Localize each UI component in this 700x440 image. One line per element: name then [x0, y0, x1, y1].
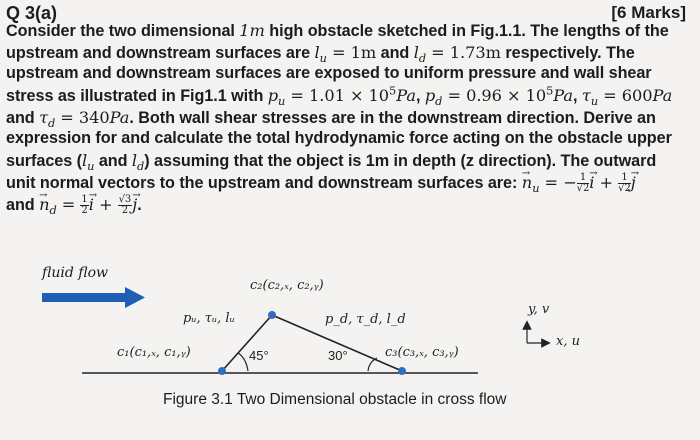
- point-c3: [398, 367, 406, 375]
- text-line-6: expression for and calculate the total hydrodynamic force acting on the obstacle upper: [6, 129, 672, 148]
- text-line-3: upstream and downstream surfaces are exposed to uniform pressure and wall shear: [6, 64, 652, 83]
- obstacle-figure: [0, 240, 700, 440]
- marks-label: [6 Marks]: [611, 3, 686, 22]
- point-c2: [268, 311, 276, 319]
- downstream-label: p_d, τ_d, l_d: [325, 312, 406, 327]
- text-line-1: Consider the two dimensional 1m high obstacle sketched in Fig.1.1. The lengths of the: [6, 21, 669, 40]
- text-line-4: stress as illustrated in Fig1.1 with $p_u = 1.01 \times 10^5Pa$, $p_d = 0.96 \times 10^5Pa$, $\tau_u = 600Pa$: [6, 83, 673, 109]
- question-text: [6, 20, 690, 215]
- fluid-flow-label: fluid flow: [42, 265, 108, 281]
- question-number: Q 3(a): [6, 3, 58, 23]
- point-c3-label: c₃(c₃,ₓ, c₃,ᵧ): [385, 345, 459, 360]
- upstream-label: pᵤ, τᵤ, lᵤ: [183, 311, 235, 326]
- text-line-5: and $\tau_d = 340Pa$. Both wall shear stresses are in the downstream direction. Derive an: [6, 107, 656, 130]
- flow-arrow-body: [42, 293, 127, 302]
- point-c1-label: c₁(c₁,ₓ, c₁,ᵧ): [117, 345, 191, 360]
- angle-right-label: 30°: [328, 348, 348, 363]
- x-axis-label: x, u: [556, 334, 580, 349]
- figure-caption: Figure 3.1 Two Dimensional obstacle in cross flow: [163, 391, 507, 408]
- y-axis-label: y, v: [528, 302, 550, 317]
- flow-arrow-head: [125, 287, 145, 308]
- angle-arc-left: [238, 353, 248, 371]
- text-line-8: unit normal vectors to the upstream and downstream surfaces are: → $n_u$ = − $\frac{1}{√2}$ → i + $\frac{1}{√2}$ → j: [6, 172, 690, 194]
- text-line-9: and → $n_d$ = $\frac{1}{2}$ → i + $\frac{√3}{2}$ → j.: [6, 194, 690, 216]
- point-c2-label: c₂(c₂,ₓ, c₂,ᵧ): [250, 278, 324, 293]
- text-line-2: upstream and downstream surfaces are $l_u = 1m$ and $l_d = 1.73m$ respectively. The: [6, 42, 635, 65]
- angle-left-label: 45°: [249, 348, 269, 363]
- text-line-7: surfaces ($l_u$ and $l_d$) assuming that the object is 1m in depth (z direction). The outward: [6, 151, 657, 174]
- point-c1: [218, 367, 226, 375]
